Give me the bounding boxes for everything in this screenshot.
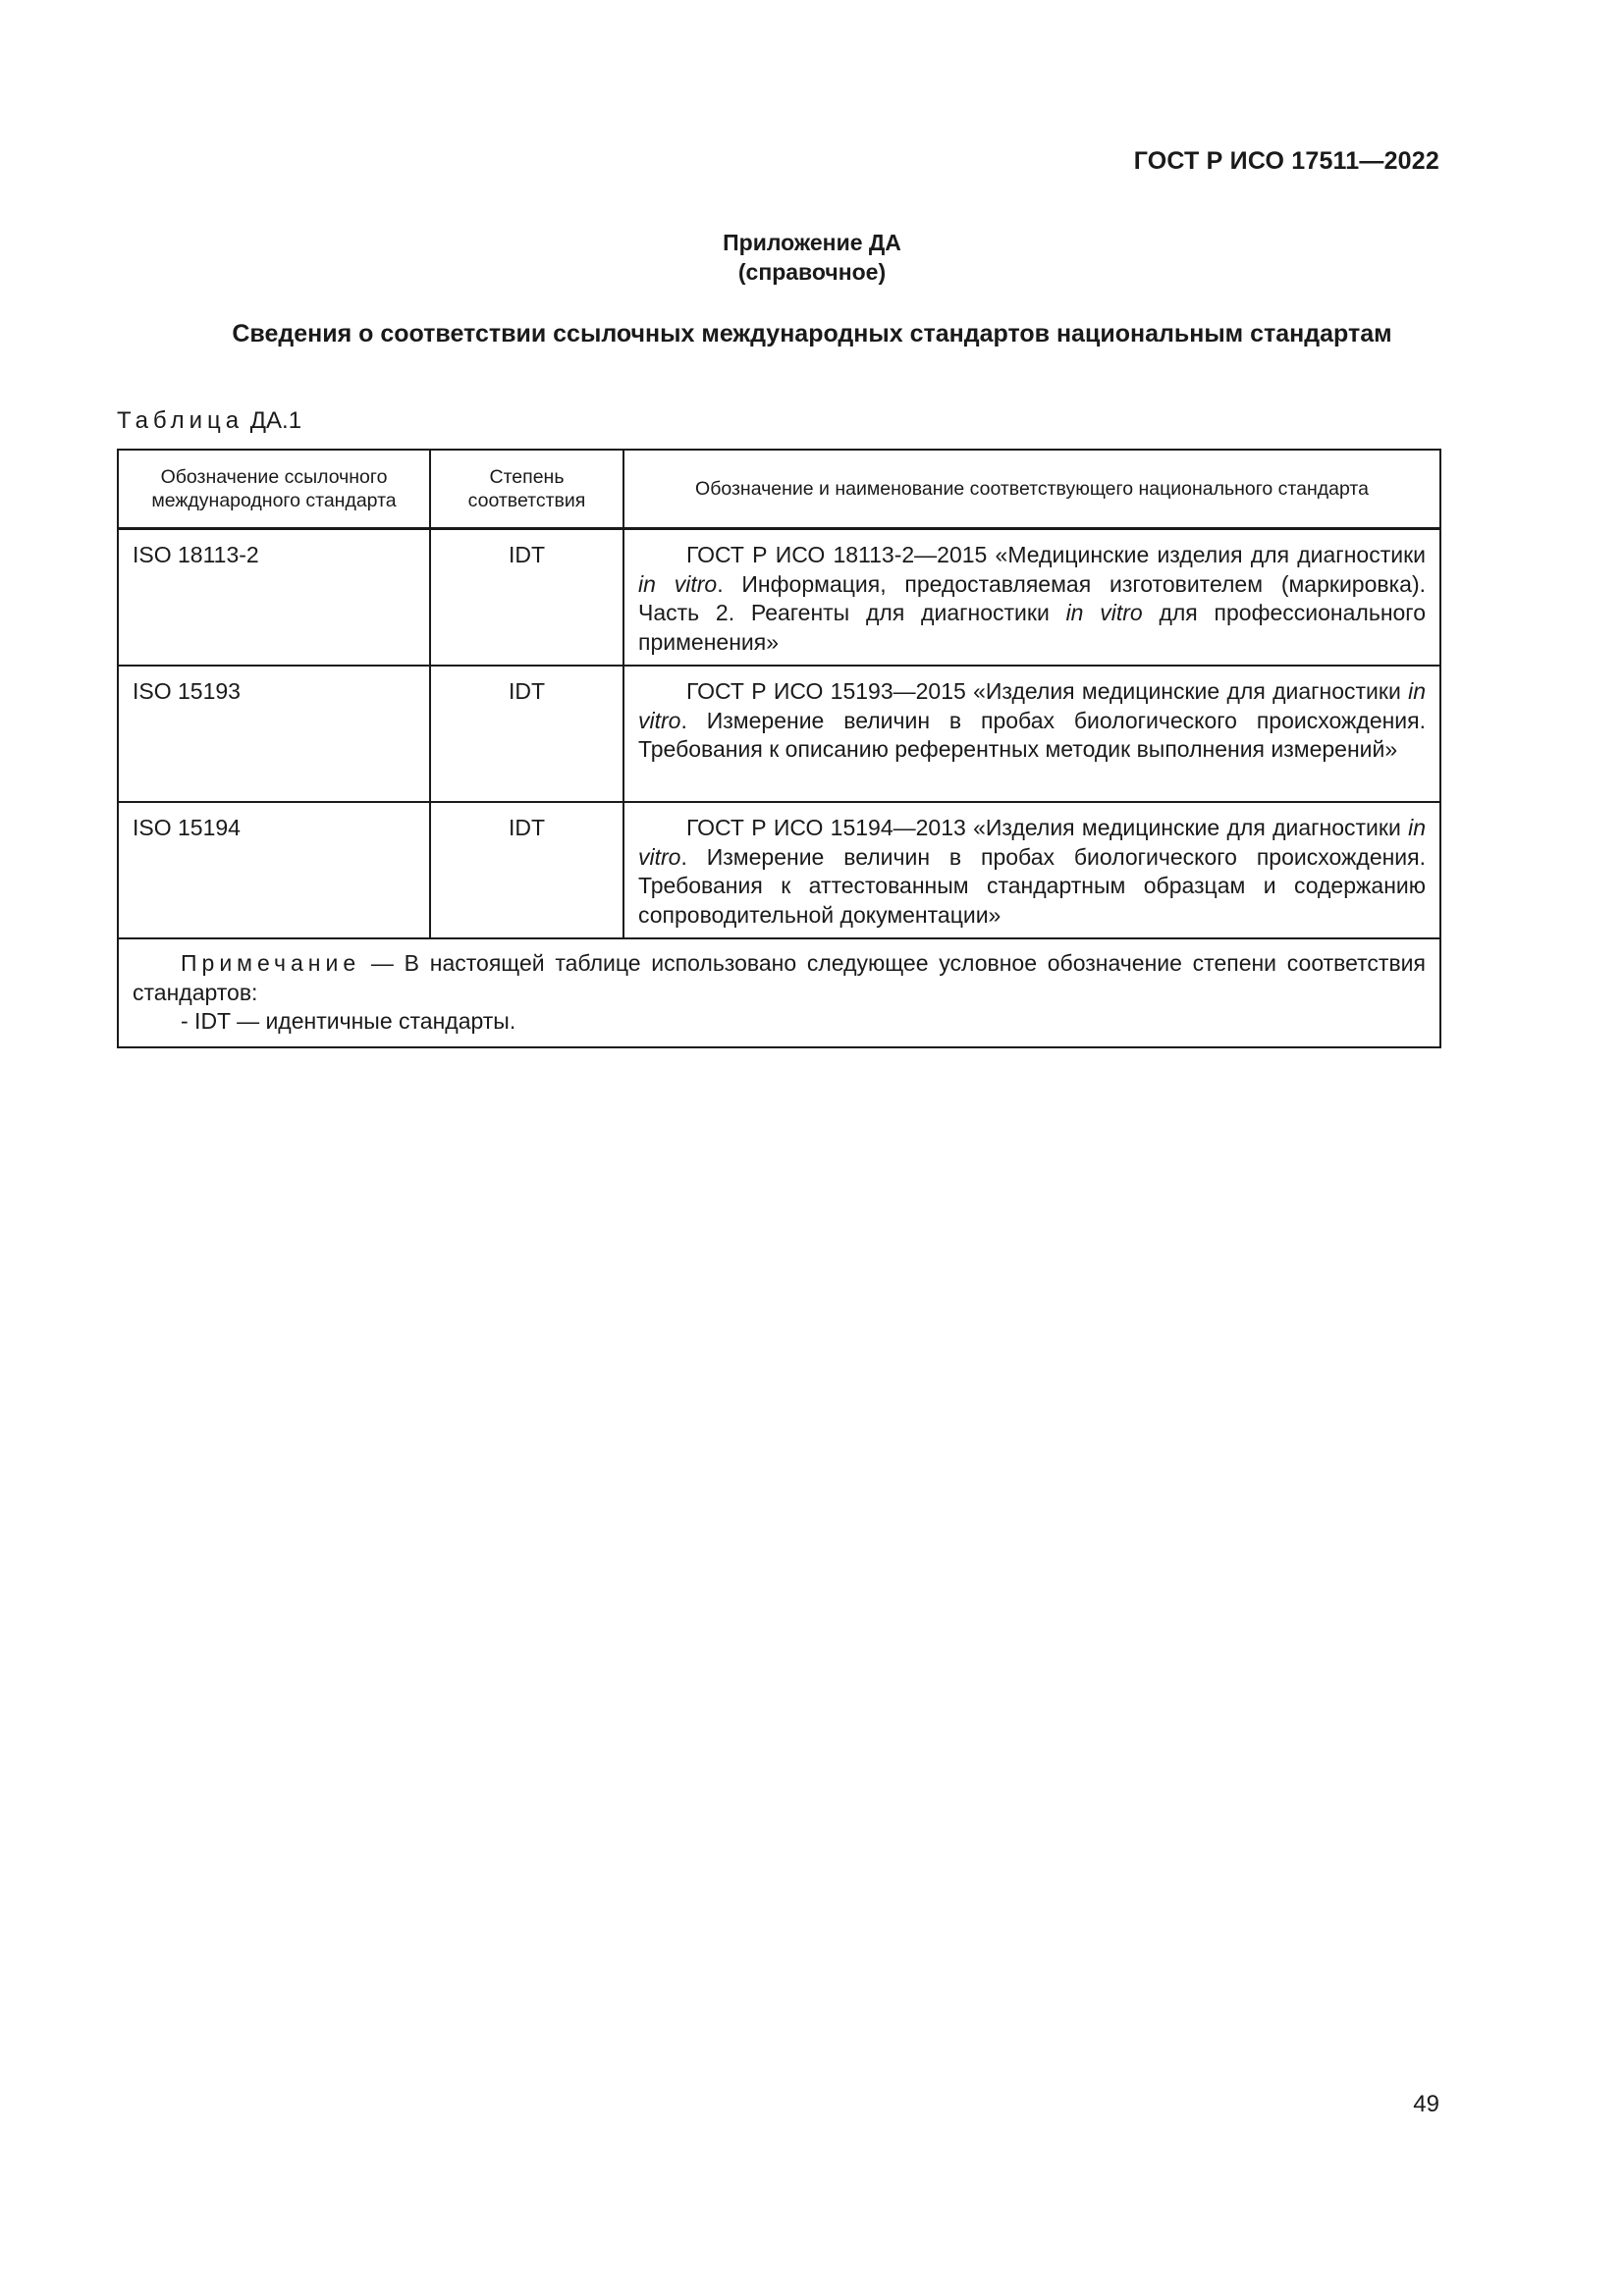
appendix-title: Приложение ДА <box>723 230 901 255</box>
table-caption <box>117 407 301 435</box>
cell-national-standard <box>623 529 1440 667</box>
national-text: . Информация, предоставляемая изготовителем (маркировка). Часть 2. Реагенты для диагностики <box>638 570 1426 625</box>
table-caption-label: Таблица <box>117 407 244 434</box>
national-text: ГОСТ Р ИСО 15194—2013 «Изделия медицинские для диагностики <box>686 815 1409 840</box>
cell-degree: IDT <box>430 666 623 802</box>
cell-international-standard: ISO 15194 <box>118 802 430 938</box>
table-row <box>118 666 1440 802</box>
national-text-italic: in vitro <box>1065 600 1143 625</box>
column-header-degree: Степень соответствия <box>430 450 623 529</box>
standards-correspondence-table <box>117 449 1441 1048</box>
national-text: ГОСТ Р ИСО 18113-2—2015 «Медицинские изделия для диагностики <box>686 542 1426 567</box>
national-text-italic: in vitro <box>638 570 718 597</box>
cell-degree: IDT <box>430 529 623 667</box>
note-item: - IDT — идентичные стандарты. <box>181 1008 516 1034</box>
column-header-national: Обозначение и наименование соответствующего национального стандарта <box>623 450 1440 529</box>
column-header-international: Обозначение ссылочного международного стандарта <box>118 450 430 529</box>
cell-national-standard <box>623 666 1440 802</box>
cell-international-standard: ISO 15193 <box>118 666 430 802</box>
table-note-row <box>118 938 1440 1047</box>
table-caption-number: ДА.1 <box>249 407 302 434</box>
document-standard-code: ГОСТ Р ИСО 17511—2022 <box>1133 147 1439 175</box>
note-label: Примечание <box>181 950 361 976</box>
table-row <box>118 529 1440 667</box>
appendix-heading <box>0 228 1624 287</box>
note-text <box>133 949 1426 1007</box>
section-title: Сведения о соответствии ссылочных международных стандартов национальным стандартам <box>232 320 1392 347</box>
note-body: — В настоящей таблице использовано следующее условное обозначение степени соответствия стандартов: <box>133 950 1426 1005</box>
appendix-subtitle: (справочное) <box>737 259 887 285</box>
national-text: ГОСТ Р ИСО 15193—2015 «Изделия медицинские для диагностики <box>686 678 1409 704</box>
cell-international-standard: ISO 18113-2 <box>118 529 430 667</box>
table-row <box>118 802 1440 938</box>
page-number: 49 <box>1413 2091 1439 2117</box>
table-note <box>118 938 1440 1047</box>
national-text-italic: in vitro <box>638 815 1426 870</box>
national-text: . Измерение величин в пробах биологического происхождения. Требования к описанию референтных методик выполнения измерений» <box>638 707 1426 762</box>
cell-degree: IDT <box>430 802 623 938</box>
cell-national-standard <box>623 802 1440 938</box>
national-text: для профессионального применения» <box>638 600 1426 655</box>
national-text-italic: in vitro <box>638 678 1426 733</box>
table-header-row <box>118 450 1440 529</box>
national-text: . Измерение величин в пробах биологического происхождения. Требования к аттестованным стандартным образцам и содержанию сопроводительной документации» <box>638 843 1426 928</box>
